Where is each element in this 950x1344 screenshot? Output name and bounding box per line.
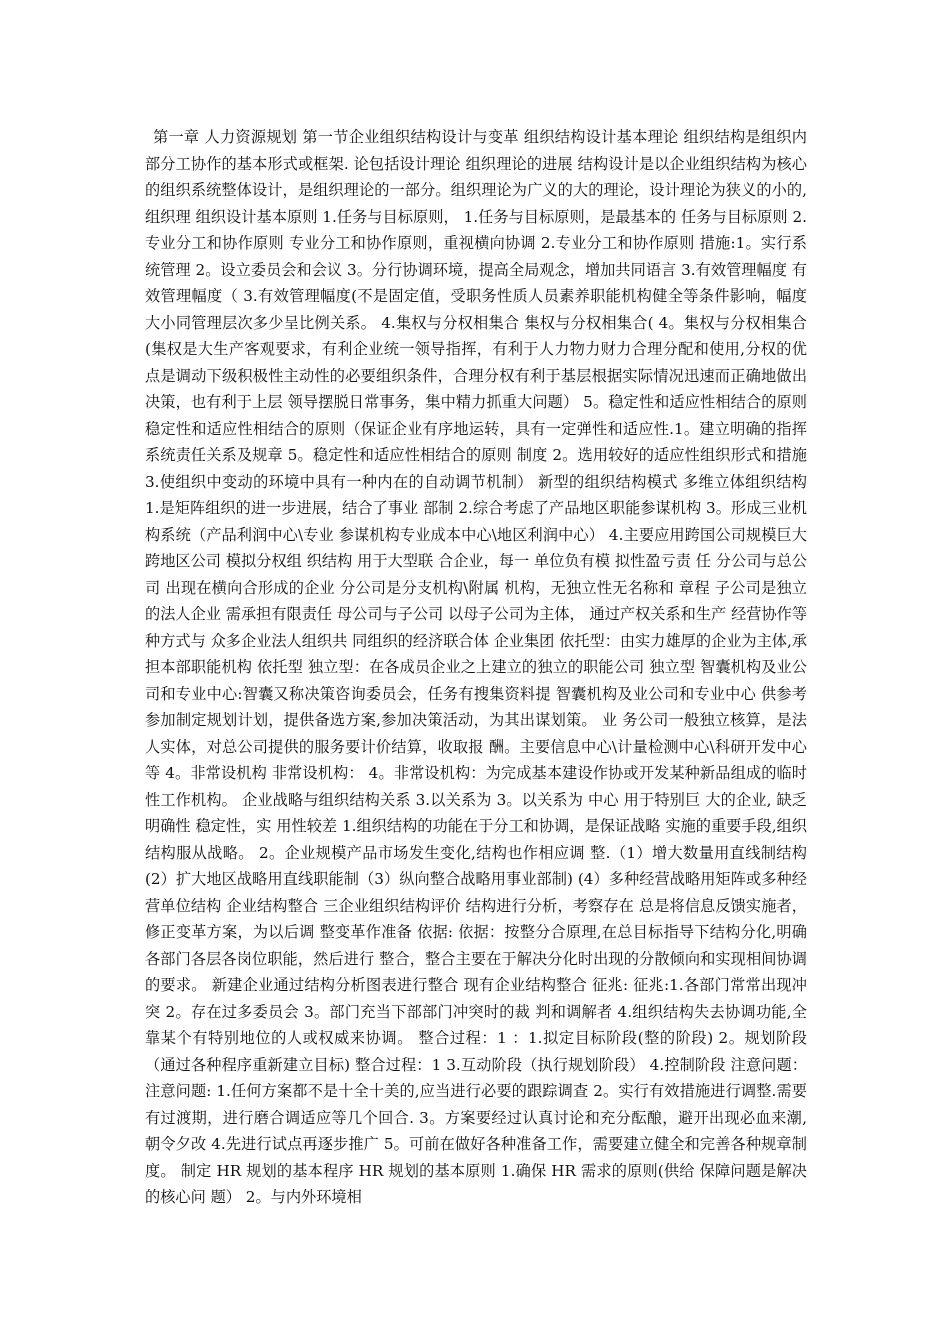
document-body-text: 第一章 人力资源规划 第一节企业组织结构设计与变革 组织结构设计基本理论 组织结构是组织内部分工协作的基本形式或框架. 论包括设计理论 组织理论的进展 结构设计是以企业组织结构为核心的组织系统整体设计，是组织理论的一部分。组织理论为广义的大的理论，设计理论为狭义的小的,组织理 组织设计基本原则 1.任务与目标原则， 1.任务与目标原则，是最基本的 任务与目标原则 2.专业分工和协作原则 专业分工和协作原则，重视横向协调 2.专业分工和协作原则 措施:1。实行系统管理 2。设立委员会和会议 3。分行协调环境，提高全局观念，增加共同语言 3.有效管理幅度 有效管理幅度（ 3.有效管理幅度(不是固定值，受职务性质人员素养职能机构健全等条件影响，幅度大小同管理层次多少呈比例关系。 4.集权与分权相集合 集权与分权相集合( 4。集权与分权相集合(集权是大生产客观要求，有利企业统一领导指挥，有利于人力物力财力合理分配和使用,分权的优 点是调动下级积极性主动性的必要组织条件，合理分权有利于基层根据实际情况迅速而正确地做出决策，也有利于上层 领导摆脱日常事务，集中精力抓重大问题） 5。稳定性和适应性相结合的原则 稳定性和适应性相结合的原则（保证企业有序地运转，具有一定弹性和适应性.1。建立明确的指挥系统责任关系及规章 5。稳定性和适应性相结合的原则 制度 2。选用较好的适应性组织形式和措施 3.使组织中变动的环境中具有一种内在的自动调节机制） 新型的组织结构模式 多维立体组织结构 1.是矩阵组织的进一步进展，结合了事业 部制 2.综合考虑了产品地区职能参谋机构 3。形成三业机构系统（产品利润中心\专业 参谋机构专业成本中心\地区利润中心） 4.主要应用跨国公司规模巨大跨地区公司 模拟分权组 织结构 用于大型联 合企业，每一 单位负有模 拟性盈亏责 任 分公司与总公司 出现在横向合形成的企业 分公司是分支机构\附属 机构，无独立性无名称和 章程 子公司是独立的法人企业 需承担有限责任 母公司与子公司 以母子公司为主体， 通过产权关系和生产 经营协作等种方式与 众多企业法人组织共 同组织的经济联合体 企业集团 依托型：由实力雄厚的企业为主体,承担本部职能机构 依托型 独立型：在各成员企业之上建立的独立的职能公司 独立型 智囊机构及业公司和专业中心:智囊又称决策咨询委员会，任务有搜集资料提 智囊机构及业公司和专业中心 供参考参加制定规划计划，提供备选方案,参加决策活动，为其出谋划策。 业 务公司一般独立核算，是法人实体，对总公司提供的服务要计价结算，收取报 酬。主要信息中心\计量检测中心\科研开发中心等 4。非常设机构 非常设机构： 4。非常设机构：为完成基本建设作协或开发某种新品组成的临时性工作机构。 企业战略与组织结构关系 3.以关系为 3。以关系为 中心 用于特别巨 大的企业, 缺乏明确性 稳定性，实 用性较差 1.组织结构的功能在于分工和协调，是保证战略 实施的重要手段,组织结构服从战略。 2。企业规模产品市场发生变化,结构也作相应调 整.（1）增大数量用直线制结构 (2）扩大地区战略用直线职能制（3）纵向整合战略用事业部制) (4）多种经营战略用矩阵或多种经营单位结构 企业结构整合 三企业组织结构评价 结构进行分析，考察存在 总是将信息反馈实施者， 修正变革方案，为以后调 整变革作准备 依据: 依据：按整分合原理,在总目标指导下结构分化,明确各部门各层各岗位职能，然后进行 整合，整合主要在于解决分化时出现的分散倾向和实现相间协调的要求。 新建企业通过结构分析图表进行整合 现有企业结构整合 征兆: 征兆:1.各部门常常出现冲突 2。存在过多委员会 3。部门充当下部部门冲突时的裁 判和调解者 4.组织结构失去协调功能,全靠某个有特别地位的人或权威来协调。 整合过程：1 ：1.拟定目标阶段(整的阶段) 2。规划阶段（通过各种程序重新建立目标) 整合过程：1 3.互动阶段（执行规划阶段） 4.控制阶段 注意问题： 注意问题: 1.任何方案都不是十全十美的,应当进行必要的跟踪调查 2。实行有效措施进行调整.需要有过渡期，进行磨合调适应等几个回合. 3。方案要经过认真讨论和充分酝酿，避开出现必血来潮,朝令夕改 4.先进行试点再逐步推广 5。可前在做好各种准备工作，需要建立健全和完善各种规章制度。 制定 HR 规划的基本程序 HR 规划的基本原则 1.确保 HR 需求的原则(供给 保障问题是解决的核心问 题） 2。与内外环境相 [145, 128, 808, 1206]
